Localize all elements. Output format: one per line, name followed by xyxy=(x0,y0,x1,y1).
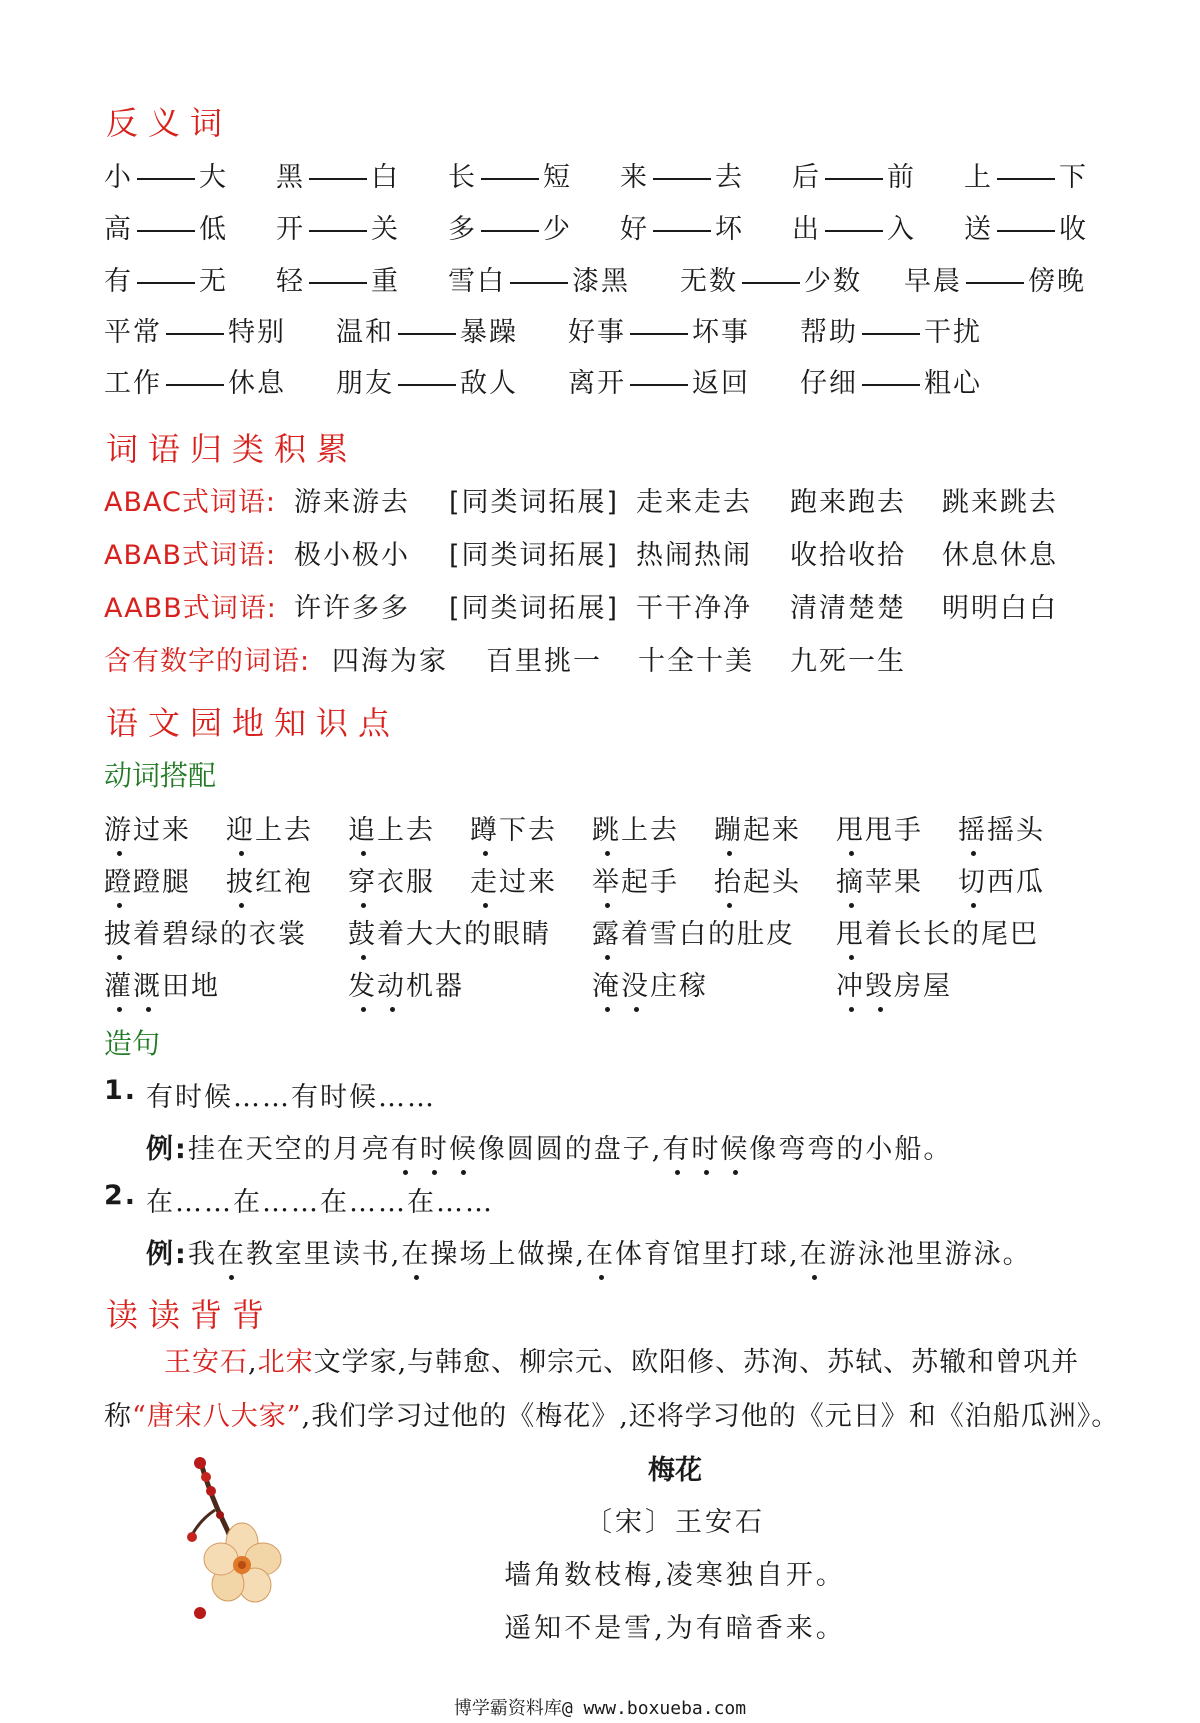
verb-object: 过来 xyxy=(133,815,191,846)
verb-emphasis: 摇 xyxy=(958,815,987,846)
antonym-pair xyxy=(680,259,862,298)
verb-object: 着碧绿的衣裳 xyxy=(133,919,307,950)
antonym-pair xyxy=(276,259,400,298)
verb-object: 上去 xyxy=(377,815,435,846)
verb-emphasis: 跳 xyxy=(592,815,621,846)
verb-object: 起来 xyxy=(743,815,801,846)
antonym-word: 长 xyxy=(448,162,477,193)
verb-object: 蹬腿 xyxy=(133,867,191,898)
antonym-pair xyxy=(448,207,572,246)
dash-divider xyxy=(862,384,920,386)
antonym-word: 好事 xyxy=(568,317,626,348)
antonym-word: 有 xyxy=(104,266,133,297)
verb-object: 着大大的眼睛 xyxy=(377,919,551,950)
dash-divider xyxy=(481,178,539,180)
antonym-word: 小 xyxy=(104,162,133,193)
antonym-word: 朋友 xyxy=(336,368,394,399)
dash-divider xyxy=(966,282,1024,284)
antonym-word: 帮助 xyxy=(800,317,858,348)
antonym-word: 平常 xyxy=(104,317,162,348)
verb-emphasis: 穿 xyxy=(348,867,377,898)
aabb-word: 明明白白 xyxy=(942,593,1058,624)
example-text: 体育馆里打球, xyxy=(615,1239,800,1270)
reading-title: 读读背背 xyxy=(106,1296,275,1334)
antonym-word: 暴躁 xyxy=(460,317,518,348)
verb-phrase xyxy=(348,912,551,951)
verb-phrase xyxy=(714,860,801,899)
number-word: 十全十美 xyxy=(638,646,754,677)
verb-emphasis: 摘 xyxy=(836,867,865,898)
antonym-pair xyxy=(620,155,744,194)
sentence-number: 1. xyxy=(104,1075,138,1106)
dash-divider xyxy=(137,230,195,232)
verb-object: 西瓜 xyxy=(987,867,1045,898)
dash-divider xyxy=(630,333,688,335)
antonym-word: 仔细 xyxy=(800,368,858,399)
verb-phrase xyxy=(714,808,801,847)
verb-phrase xyxy=(348,808,435,847)
verb-phrase xyxy=(104,912,307,951)
antonym-word: 傍晚 xyxy=(1028,266,1086,297)
antonym-word: 送 xyxy=(964,214,993,245)
abac-word: 走来走去 xyxy=(636,487,752,518)
verb-phrase xyxy=(592,912,795,951)
author-name: 王安石 xyxy=(164,1347,248,1378)
antonym-word: 入 xyxy=(887,214,916,245)
abab-word: 热闹热闹 xyxy=(636,540,752,571)
poem-title: 梅花 xyxy=(648,1455,702,1486)
antonym-word: 出 xyxy=(792,214,821,245)
verb-object: 着雪白的肚皮 xyxy=(621,919,795,950)
abac-ext-label: [同类词拓展] xyxy=(449,487,620,518)
verb-emphasis: 披 xyxy=(226,867,255,898)
abab-word: 休息休息 xyxy=(942,540,1058,571)
aabb-word: 清清楚楚 xyxy=(790,593,906,624)
poem-line: 遥知不是雪,为有暗香来。 xyxy=(504,1613,846,1644)
antonym-pair xyxy=(964,155,1088,194)
number-word: 百里挑一 xyxy=(486,646,602,677)
verb-emphasis: 冲毁 xyxy=(836,971,894,1002)
antonym-pair xyxy=(276,155,400,194)
verb-object: 苹果 xyxy=(865,867,923,898)
verb-object: 机器 xyxy=(406,971,464,1002)
antonym-pair xyxy=(568,310,750,349)
verb-emphasis: 淹没 xyxy=(592,971,650,1002)
antonym-word: 雪白 xyxy=(448,266,506,297)
verb-phrase xyxy=(958,808,1045,847)
antonym-word: 离开 xyxy=(568,368,626,399)
aabb-ext-label: [同类词拓展] xyxy=(449,593,620,624)
verb-object: 房屋 xyxy=(894,971,952,1002)
antonym-word: 开 xyxy=(276,214,305,245)
abac-word: 跑来跑去 xyxy=(790,487,906,518)
dash-divider xyxy=(137,282,195,284)
dash-divider xyxy=(137,178,195,180)
antonym-pair xyxy=(904,259,1086,298)
antonym-word: 漆黑 xyxy=(572,266,630,297)
dash-divider xyxy=(653,178,711,180)
poem-line: 墙角数枝梅,凌寒独自开。 xyxy=(504,1560,846,1591)
antonym-pair xyxy=(568,361,750,400)
keyword-emphasis: 有时候 xyxy=(391,1134,478,1165)
antonym-pair xyxy=(800,361,982,400)
verb-phrase xyxy=(592,808,679,847)
dash-divider xyxy=(481,230,539,232)
antonym-word: 干扰 xyxy=(924,317,982,348)
keyword-emphasis: 在 xyxy=(401,1232,430,1271)
intro-text: 文学家,与韩愈、柳宗元、欧阳修、苏洵、苏轼、苏辙和曾巩并称 xyxy=(104,1347,1080,1432)
verb-phrase xyxy=(470,860,557,899)
dash-divider xyxy=(309,282,367,284)
verb-phrase xyxy=(104,964,220,1003)
example-text: 像圆圆的盘子, xyxy=(477,1134,663,1165)
abac-label: ABAC式词语: xyxy=(104,487,276,518)
verb-phrase xyxy=(104,808,191,847)
verb-emphasis: 发动 xyxy=(348,971,406,1002)
verb-object: 甩手 xyxy=(865,815,923,846)
antonym-word: 工作 xyxy=(104,368,162,399)
antonym-word: 上 xyxy=(964,162,993,193)
antonym-word: 短 xyxy=(543,162,572,193)
antonym-pair xyxy=(104,259,228,298)
verb-object: 下去 xyxy=(499,815,557,846)
keyword-emphasis: 在 xyxy=(586,1232,615,1271)
dash-divider xyxy=(398,384,456,386)
verb-phrase xyxy=(226,860,313,899)
sentence-number: 2. xyxy=(104,1180,138,1211)
verb-phrase xyxy=(958,860,1045,899)
antonym-word: 后 xyxy=(792,162,821,193)
antonym-word: 黑 xyxy=(276,162,305,193)
keyword-emphasis: 在 xyxy=(800,1232,829,1271)
antonym-word: 高 xyxy=(104,214,133,245)
footer-watermark: 博学霸资料库@ www.boxueba.com xyxy=(453,1698,747,1719)
verb-emphasis: 追 xyxy=(348,815,377,846)
dash-divider xyxy=(510,282,568,284)
antonym-word: 粗心 xyxy=(924,368,982,399)
verb-emphasis: 切 xyxy=(958,867,987,898)
abab-word: 收拾收拾 xyxy=(790,540,906,571)
antonym-word: 少数 xyxy=(804,266,862,297)
antonym-pair xyxy=(964,207,1088,246)
example-label: 例: xyxy=(146,1134,188,1165)
abac-example: 游来游去 xyxy=(294,487,410,518)
antonym-word: 去 xyxy=(715,162,744,193)
example-text: 操场上做操, xyxy=(430,1239,586,1270)
antonym-word: 轻 xyxy=(276,266,305,297)
antonym-pair xyxy=(104,207,228,246)
aabb-example: 许许多多 xyxy=(294,593,410,624)
verb-emphasis: 披 xyxy=(104,919,133,950)
verb-phrase xyxy=(836,912,1039,951)
verb-object: 着长长的尾巴 xyxy=(865,919,1039,950)
verb-phrase xyxy=(592,860,679,899)
verb-emphasis: 蹲 xyxy=(470,815,499,846)
example-text: 像弯弯的小船。 xyxy=(749,1134,953,1165)
verb-phrase xyxy=(470,808,557,847)
knowledge-title: 语文园地知识点 xyxy=(106,704,401,742)
dash-divider xyxy=(997,178,1055,180)
verb-emphasis: 露 xyxy=(592,919,621,950)
antonym-pair xyxy=(104,361,286,400)
antonym-word: 坏 xyxy=(715,214,744,245)
dash-divider xyxy=(398,333,456,335)
verb-emphasis: 抬 xyxy=(714,867,743,898)
verb-phrase xyxy=(226,808,313,847)
example-text: 我 xyxy=(187,1239,217,1270)
dash-divider xyxy=(825,178,883,180)
antonym-pair xyxy=(800,310,982,349)
sentence-pattern-text: 在……在……在……在…… xyxy=(146,1187,494,1218)
antonym-word: 少 xyxy=(543,214,572,245)
antonym-pair xyxy=(104,155,228,194)
sentence-making-title: 造句 xyxy=(104,1027,161,1060)
antonym-word: 收 xyxy=(1059,214,1088,245)
dash-divider xyxy=(630,384,688,386)
antonym-word: 下 xyxy=(1059,162,1088,193)
antonym-word: 坏事 xyxy=(692,317,750,348)
verb-collocation-title: 动词搭配 xyxy=(104,759,217,792)
verb-phrase xyxy=(592,964,708,1003)
verb-object: 起头 xyxy=(743,867,801,898)
dash-divider xyxy=(997,230,1055,232)
poem-author: 〔宋〕王安石 xyxy=(585,1507,765,1538)
author-dynasty: 北宋 xyxy=(257,1347,314,1378)
verb-emphasis: 甩 xyxy=(836,919,865,950)
verb-emphasis: 走 xyxy=(470,867,499,898)
antonym-word: 好 xyxy=(620,214,649,245)
abab-ext-label: [同类词拓展] xyxy=(449,540,620,571)
abac-word: 跳来跳去 xyxy=(942,487,1058,518)
antonym-pair xyxy=(448,155,572,194)
antonym-pair xyxy=(792,207,916,246)
dash-divider xyxy=(166,384,224,386)
dash-divider xyxy=(862,333,920,335)
antonym-pair xyxy=(336,361,518,400)
antonym-word: 白 xyxy=(371,162,400,193)
verb-object: 起手 xyxy=(621,867,679,898)
verb-emphasis: 鼓 xyxy=(348,919,377,950)
dash-divider xyxy=(309,178,367,180)
verb-object: 衣服 xyxy=(377,867,435,898)
antonyms-title: 反义词 xyxy=(106,104,233,142)
antonym-pair xyxy=(336,310,518,349)
antonym-pair xyxy=(276,207,400,246)
antonym-pair xyxy=(104,310,286,349)
aabb-word: 干干净净 xyxy=(636,593,752,624)
antonym-pair xyxy=(620,207,744,246)
abab-label: ABAB式词语: xyxy=(104,540,277,571)
keyword-emphasis: 在 xyxy=(217,1232,246,1271)
dash-divider xyxy=(742,282,800,284)
antonym-word: 重 xyxy=(371,266,400,297)
antonym-word: 敌人 xyxy=(460,368,518,399)
verb-emphasis: 游 xyxy=(104,815,133,846)
dash-divider xyxy=(653,230,711,232)
antonym-word: 多 xyxy=(448,214,477,245)
antonym-word: 温和 xyxy=(336,317,394,348)
example-label: 例: xyxy=(146,1239,188,1270)
antonym-word: 关 xyxy=(371,214,400,245)
example-text: 挂在天空的月亮 xyxy=(187,1134,391,1165)
verb-phrase xyxy=(348,964,464,1003)
aabb-label: AABB式词语: xyxy=(104,593,277,624)
antonym-word: 来 xyxy=(620,162,649,193)
example-text: 教室里读书, xyxy=(245,1239,402,1270)
number-word: 九死一生 xyxy=(790,646,906,677)
verb-phrase xyxy=(836,860,923,899)
antonym-word: 低 xyxy=(199,214,228,245)
verb-phrase xyxy=(104,860,191,899)
dash-divider xyxy=(825,230,883,232)
number-word: 四海为家 xyxy=(332,646,448,677)
verb-object: 田地 xyxy=(162,971,220,1002)
verb-phrase xyxy=(348,860,435,899)
antonym-word: 返回 xyxy=(692,368,750,399)
antonym-word: 休息 xyxy=(228,368,286,399)
antonym-word: 无数 xyxy=(680,266,738,297)
antonym-word: 无 xyxy=(199,266,228,297)
antonym-word: 特别 xyxy=(228,317,286,348)
author-intro-paragraph xyxy=(104,1336,1124,1444)
antonym-word: 大 xyxy=(199,162,228,193)
accumulation-title: 词语归类积累 xyxy=(106,430,359,468)
verb-object: 红袍 xyxy=(255,867,313,898)
honor-title: “唐宋八大家” xyxy=(132,1401,302,1432)
antonym-word: 前 xyxy=(887,162,916,193)
verb-object: 上去 xyxy=(255,815,313,846)
antonym-pair xyxy=(448,259,630,298)
verb-emphasis: 蹦 xyxy=(714,815,743,846)
verb-object: 摇头 xyxy=(987,815,1045,846)
verb-emphasis: 甩 xyxy=(836,815,865,846)
punctuation: , xyxy=(248,1347,258,1378)
example-text: 游泳池里游泳。 xyxy=(828,1239,1032,1270)
antonym-pair xyxy=(792,155,916,194)
verb-phrase xyxy=(836,964,952,1003)
antonym-word: 早晨 xyxy=(904,266,962,297)
verb-emphasis: 举 xyxy=(592,867,621,898)
sentence-pattern-text: 有时候……有时候…… xyxy=(146,1082,436,1113)
verb-object: 上去 xyxy=(621,815,679,846)
verb-object: 庄稼 xyxy=(650,971,708,1002)
intro-text: ,我们学习过他的《梅花》,还将学习他的《元日》和《泊船瓜洲》。 xyxy=(301,1401,1120,1432)
verb-emphasis: 迎 xyxy=(226,815,255,846)
verb-emphasis: 灌溉 xyxy=(104,971,162,1002)
dash-divider xyxy=(166,333,224,335)
verb-phrase xyxy=(836,808,923,847)
verb-object: 过来 xyxy=(499,867,557,898)
number-words-label: 含有数字的词语: xyxy=(104,646,311,677)
keyword-emphasis: 有时候 xyxy=(662,1134,749,1165)
abab-example: 极小极小 xyxy=(294,540,410,571)
dash-divider xyxy=(309,230,367,232)
verb-emphasis: 蹬 xyxy=(104,867,133,898)
